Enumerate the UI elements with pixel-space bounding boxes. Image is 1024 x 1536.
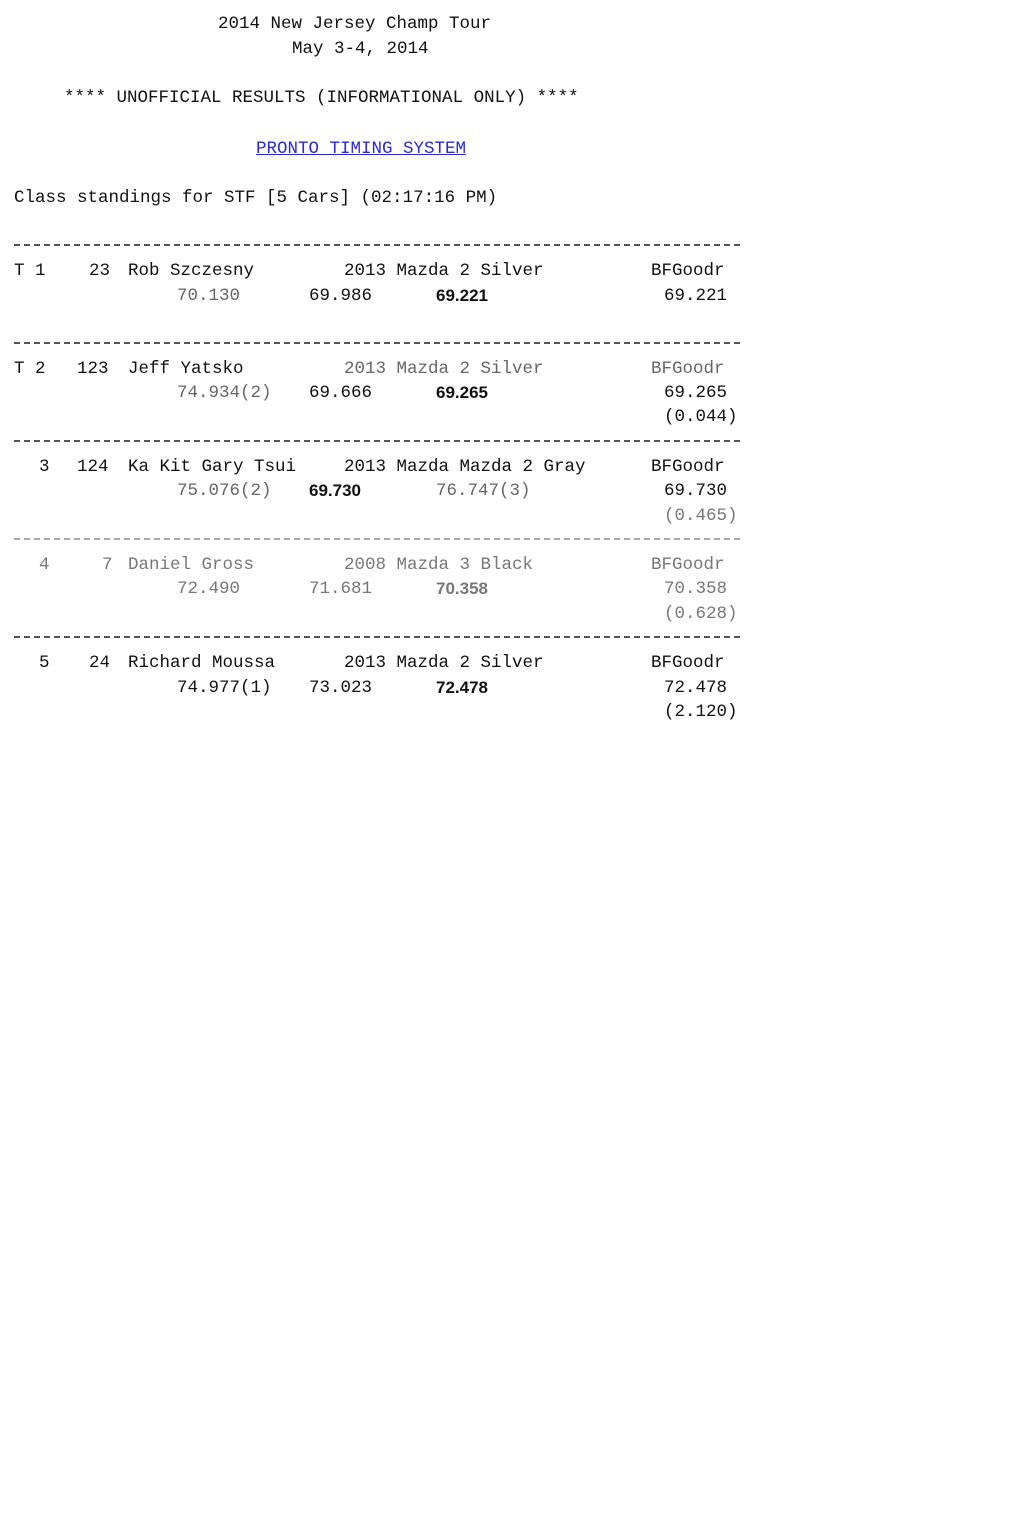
entry-number: 123 [77, 359, 109, 379]
entry-run2: 73.023 [309, 678, 373, 698]
entry-diff: (2.120) [664, 702, 738, 722]
entry-car: 2013 Mazda Mazda 2 Gray [344, 457, 586, 477]
class-heading: Class standings for STF [5 Cars] (02:17:16 PM) [14, 188, 498, 208]
entry-best: 69.730 [664, 481, 728, 501]
entry-car: 2013 Mazda 2 Silver [344, 653, 544, 673]
entry-run1: 72.490 [177, 579, 241, 599]
entry-pos: 5 [39, 653, 50, 673]
entry-pos: 4 [39, 555, 50, 575]
entry-best: 69.221 [664, 286, 728, 306]
separator [14, 244, 740, 246]
entry-run3: 69.221 [436, 286, 488, 305]
entry-driver: Richard Moussa [128, 653, 276, 673]
pronto-timing-link[interactable]: PRONTO TIMING SYSTEM [256, 139, 467, 159]
entry-pos: 3 [39, 457, 50, 477]
event-dates: May 3-4, 2014 [292, 39, 429, 59]
entry-number: 124 [77, 457, 109, 477]
entry-tire: BFGoodr [651, 359, 725, 379]
separator [14, 342, 740, 344]
event-title: 2014 New Jersey Champ Tour [218, 14, 492, 34]
entry-run3: 76.747(3) [436, 481, 531, 501]
entry-pos: T 1 [14, 261, 46, 281]
entry-run1: 74.977(1) [177, 678, 272, 698]
entry-diff: (0.465) [664, 506, 738, 526]
entry-run1: 75.076(2) [177, 481, 272, 501]
entry-run1: 74.934(2) [177, 383, 272, 403]
entry-car: 2013 Mazda 2 Silver [344, 261, 544, 281]
entry-diff: (0.044) [664, 407, 738, 427]
separator [14, 440, 740, 442]
entry-driver: Rob Szczesny [128, 261, 255, 281]
entry-number: 24 [89, 653, 111, 673]
entry-diff: (0.628) [664, 604, 738, 624]
entry-best: 69.265 [664, 383, 728, 403]
separator [14, 636, 740, 638]
entry-run2: 69.986 [309, 286, 373, 306]
entry-run1: 70.130 [177, 286, 241, 306]
unofficial-notice: **** UNOFFICIAL RESULTS (INFORMATIONAL ONLY) **** [64, 88, 579, 108]
entry-best: 72.478 [664, 678, 728, 698]
separator [14, 538, 740, 540]
entry-best: 70.358 [664, 579, 728, 599]
entry-number: 23 [89, 261, 111, 281]
entry-driver: Jeff Yatsko [128, 359, 244, 379]
entry-driver: Ka Kit Gary Tsui [128, 457, 297, 477]
entry-run2: 69.730 [309, 481, 361, 500]
entry-tire: BFGoodr [651, 261, 725, 281]
entry-run3: 69.265 [436, 383, 488, 402]
entry-run2: 69.666 [309, 383, 373, 403]
entry-number: 7 [102, 555, 113, 575]
entry-tire: BFGoodr [651, 653, 725, 673]
entry-run3: 72.478 [436, 678, 488, 697]
entry-driver: Daniel Gross [128, 555, 255, 575]
entry-pos: T 2 [14, 359, 46, 379]
entry-tire: BFGoodr [651, 555, 725, 575]
entry-run2: 71.681 [309, 579, 373, 599]
entry-car: 2013 Mazda 2 Silver [344, 359, 544, 379]
entry-run3: 70.358 [436, 579, 488, 598]
entry-tire: BFGoodr [651, 457, 725, 477]
entry-car: 2008 Mazda 3 Black [344, 555, 534, 575]
